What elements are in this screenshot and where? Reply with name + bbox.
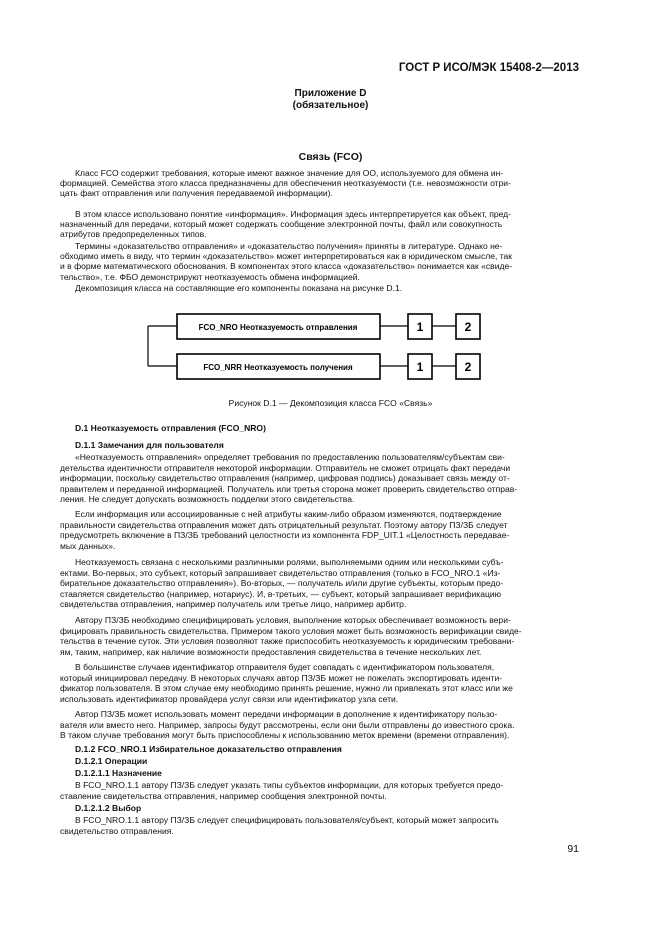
component-label-nrr-1: 1	[416, 360, 424, 374]
heading-d1-2-1-1	[60, 768, 585, 778]
text-line: фикатор пользователя. В этом случае ему необходимо принять решение, нужно ли привлекать этот класс или же	[60, 683, 513, 693]
text-line: бирательное доказательство отправления»). Во-вторых, — получатель и/или другие субъекты, которым предо-	[60, 578, 504, 588]
heading-d1-1	[60, 440, 585, 450]
text-line: ления. Не следует допускать возможность подделки этого свидетельства.	[60, 494, 355, 504]
text-line: В FCO_NRO.1.1 автору ПЗ/ЗБ следует указать типы субъектов информации, для которых требуется предо-	[75, 780, 504, 790]
text-line: обходимо иметь в виду, что термин «доказательство» может интерпретироваться как в юридическом смысле, так	[60, 251, 513, 262]
text-line: Термины «доказательство отправления» и «доказательство получения» приняты в литературе. Однако не-	[75, 241, 503, 251]
component-label-nro-2: 2	[464, 320, 472, 334]
heading-d1-2-1-2	[60, 803, 585, 813]
text-line: правильности свидетельства отправления может дать отрицательный результат. Поэтому автору ПЗ/ЗБ следует	[60, 519, 508, 530]
section-title: Связь (FCO)	[298, 151, 363, 163]
text-line: мых данных».	[60, 540, 116, 551]
text-line: назначенный для передачи, который может содержать сообщение электронной почты, файл или совокупность	[60, 219, 503, 230]
text-line: свидетельства отправления, например получатель или третье лицо, например арбитр.	[60, 599, 407, 609]
d11-paragraph-2	[60, 509, 585, 551]
text-line: ставляется свидетельство (например, нотариус). И, в-третьих, — субъект, который запрашивает верификацию	[60, 588, 502, 599]
heading-text: D.1.2.1 Операции	[75, 756, 148, 766]
text-line: ям, таким, например, как наличие возможности предоставления свидетельства в течение нескольких лет.	[60, 646, 482, 657]
text-line: фицировать правильность свидетельства. Примером такого условия может быть возможность верификации свиде-	[60, 625, 522, 636]
d1212-paragraph	[60, 815, 585, 836]
text-line: В этом классе использовано понятие «информация». Информация здесь интерпретируется как объект, пред-	[75, 209, 512, 219]
heading-text: D.1.2.1.2 Выбор	[75, 803, 142, 813]
heading-text: D.1.2.1.1 Назначение	[75, 768, 162, 778]
text-line: использовать идентификатор провайдера услуг связи или идентификатор узла сети.	[60, 693, 399, 704]
heading-d1-2	[60, 744, 585, 754]
intro-paragraph-1	[60, 168, 585, 199]
d11-paragraph-3	[60, 557, 585, 610]
annex-title: Приложение D	[294, 88, 367, 99]
intro-paragraph-3	[60, 241, 585, 282]
standard-designation: ГОСТ Р ИСО/МЭК 15408-2—2013	[398, 62, 579, 74]
page-number: 91	[567, 843, 579, 855]
decomposition-diagram	[130, 305, 530, 390]
text-line: который инициировал передачу. В некоторых случаях автор ПЗ/ЗБ может не пожелать экспортировать иденти-	[60, 672, 503, 683]
text-line: правителем и переданной информацией. Получатель или третья сторона может проверить свидетельство отправ-	[60, 483, 518, 494]
text-line: вателя или вместо него. Например, запросы будут рассмотрены, если они были отправлены до известного срока.	[60, 719, 515, 730]
text-line: предусмотреть включение в ПЗ/ЗБ требований целостности из компонента FDP_UIT.1 «Целостность передавае-	[60, 530, 510, 540]
annex-heading	[0, 88, 661, 112]
text-line: «Неотказуемость отправления» определяет требования по предоставлению пользователям/субъектам сви-	[75, 452, 505, 462]
text-line: тельства в течение суток. Эти условия позволяют также приспособить неотказуемость к юридическим требовани-	[60, 636, 515, 646]
text-line: В таком случае требования могут быть приспособлены к использованию меток времени (времени отправления).	[60, 730, 510, 740]
text-line: В большинстве случаев идентификатор отправителя будет совпадать с идентификатором пользователя,	[75, 662, 495, 672]
text-line: ставление свидетельства отправления, например сообщения электронной почты.	[60, 790, 387, 801]
text-line: В FCO_NRO.1.1 автору ПЗ/ЗБ следует специфицировать пользователя/субъект, который может запросить	[75, 815, 499, 825]
text-line: Класс FCO содержит требования, которые имеют важное значение для ОО, используемого для обмена ин-	[75, 168, 504, 178]
text-line: Автору ПЗ/ЗБ необходимо специфицировать условия, выполнение которых обеспечивает возможность вери-	[75, 615, 511, 625]
text-line: атрибутов предопределенных типов.	[60, 229, 207, 240]
component-label-nrr-2: 2	[464, 360, 472, 374]
text-line: детельства идентичности отправителя некоторой информации. Отправитель не сможет отрицать факт передачи	[60, 462, 511, 473]
text-line: цать факт отправления или получения передаваемой информации).	[60, 188, 333, 199]
intro-paragraph-4	[60, 283, 585, 293]
text-line: и в форме математического обоснования. В компонентах этого класса «доказательство» понимается как «свиде-	[60, 261, 513, 272]
text-line: Автор ПЗ/ЗБ может использовать момент передачи информации в дополнение к идентификатору пользо-	[75, 709, 498, 719]
figure-caption: Рисунок D.1 — Декомпозиция класса FCO «Связь»	[228, 398, 433, 408]
text-line: информации, поскольку свидетельство отправления (например, цифровая подпись) доказывает связь между от-	[60, 473, 510, 483]
heading-text: D.1.1 Замечания для пользователя	[75, 440, 224, 450]
text-line: Неотказуемость связана с несколькими различными ролями, выполняемыми одним или несколькими субъ-	[75, 557, 504, 567]
family-label-nrr: FCO_NRR Неотказуемость получения	[203, 363, 353, 372]
text-line: Декомпозиция класса на составляющие его компоненты показана на рисунке D.1.	[75, 283, 403, 293]
heading-text: D.1.2 FCO_NRO.1 Избирательное доказательство отправления	[75, 744, 342, 754]
annex-status: (обязательное)	[292, 100, 369, 111]
heading-d1-2-1	[60, 756, 585, 766]
text-line: Если информация или ассоциированные с ней атрибуты каким-либо образом изменяются, подтверждение	[75, 509, 502, 519]
family-label-nro: FCO_NRO Неотказуемость отправления	[198, 323, 358, 332]
heading-text: D.1 Неотказуемость отправления (FCO_NRO)	[75, 423, 266, 433]
text-line: ектами. Во-первых, это субъект, который запрашивает свидетельство отправления (только в FCO_NRO.1 «Из-	[60, 567, 501, 578]
component-label-nro-1: 1	[416, 320, 424, 334]
d11-paragraph-1	[60, 452, 585, 505]
d11-paragraph-5	[60, 662, 585, 704]
text-line: формацией. Семейства этого класса предназначены для обеспечения неотказуемости (т.е. невозможности отри-	[60, 178, 511, 189]
intro-paragraph-2	[60, 209, 585, 240]
d1211-paragraph	[60, 780, 585, 801]
text-line: тельство», т.е. ФБО демонстрируют неотказуемость обмена информацией.	[60, 271, 360, 282]
heading-d1	[60, 423, 585, 433]
d11-paragraph-4	[60, 615, 585, 657]
text-line: свидетельство отправления.	[60, 825, 174, 836]
d11-paragraph-6	[60, 709, 585, 741]
